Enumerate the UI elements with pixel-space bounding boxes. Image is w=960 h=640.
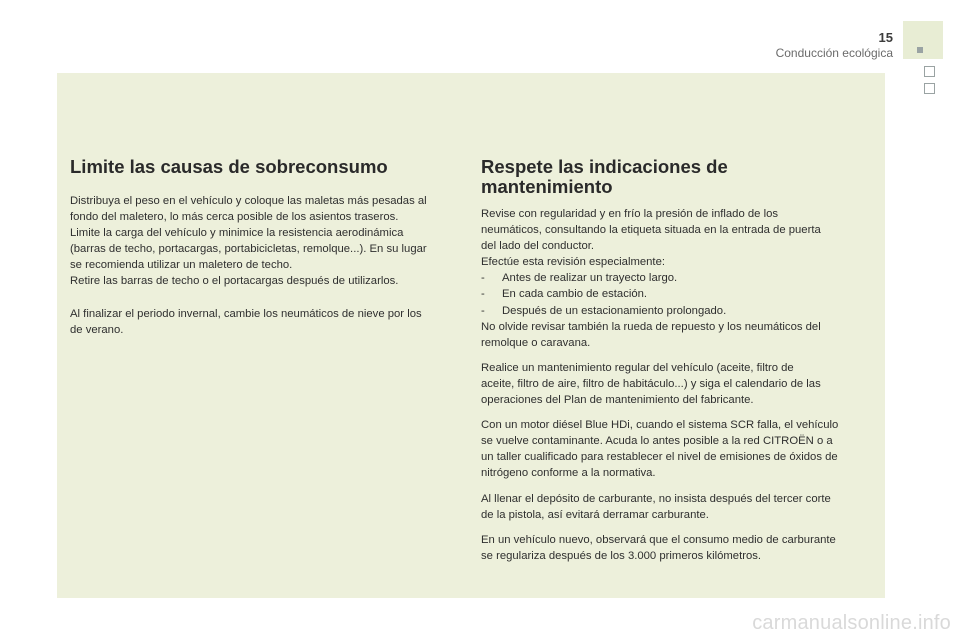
text-line: se recomienda utilizar un maletero de techo. [70,259,293,272]
chapter-marker-icon [917,47,923,53]
heading-overconsumption: Limite las causas de sobreconsumo [70,156,388,177]
text-line: Retire las barras de techo o el portacargas después de utilizarlos. [70,275,399,288]
list-item [481,270,879,286]
paragraph-new-vehicle [481,532,879,564]
list-item [481,286,879,302]
left-column [70,157,465,338]
text-line: Al finalizar el periodo invernal, cambie los neumáticos de nieve por los [70,307,422,320]
paragraph-refuelling [481,491,879,523]
text-line: un taller cualificado para restablecer el nivel de emisiones de óxidos de [481,451,838,464]
text-line: Al llenar el depósito de carburante, no insista después del tercer corte [481,492,831,505]
text-line: En un vehículo nuevo, observará que el consumo medio de carburante [481,533,836,546]
text-line: (barras de techo, portacargas, portabicicletas, remolque...). En su lugar [70,243,427,256]
page-number: 15 [878,30,893,45]
text-line: se vuelve contaminante. Acuda lo antes posible a la red CITROËN o a [481,435,833,448]
paragraph-scr-system [481,417,879,481]
list-item-text: En cada cambio de estación. [502,288,648,301]
chapter-box-icon [924,66,935,77]
right-column [481,157,879,564]
heading-line: mantenimiento [481,176,613,197]
heading-maintenance [481,157,879,197]
dash-marker: - [481,288,485,301]
paragraph-load [70,193,465,290]
text-line: Limite la carga del vehículo y minimice la resistencia aerodinámica [70,227,404,240]
text-line: del lado del conductor. [481,240,595,253]
text-line: No olvide revisar también la rueda de repuesto y los neumáticos del [481,320,821,333]
text-line: aceite, filtro de aire, filtro de habitáculo...) y siga el calendario de las [481,377,821,390]
text-line: Con un motor diésel Blue HDi, cuando el sistema SCR falla, el vehículo [481,419,839,432]
text-line: fondo del maletero, lo más cerca posible de los asientos traseros. [70,211,399,224]
paragraph-winter-tyres [70,306,465,338]
list-item [481,303,879,319]
list-item-text: Antes de realizar un trayecto largo. [502,272,678,285]
text-line: Efectúe esta revisión especialmente: [481,256,665,269]
text-line: Distribuya el peso en el vehículo y coloque las maletas más pesadas al [70,195,427,207]
heading-line: Respete las indicaciones de [481,156,728,177]
text-line: de verano. [70,323,124,336]
text-line: nitrógeno conforme a la normativa. [481,467,656,480]
dash-marker: - [481,304,485,317]
text-line: se regulariza después de los 3.000 primeros kilómetros. [481,549,762,562]
section-title: Conducción ecológica [775,46,893,60]
watermark-text: carmanualsonline.info [752,612,951,634]
text-line: remolque o caravana. [481,336,591,349]
text-line: de la pistola, así evitará derramar carburante. [481,508,709,521]
text-line: neumáticos, consultando la etiqueta situada en la entrada de puerta [481,224,821,237]
paragraph-tyre-pressure [481,206,879,351]
chapter-box-icon [924,83,935,94]
paragraph-maintenance-plan [481,360,879,408]
dash-marker: - [481,272,485,285]
list-item-text: Después de un estacionamiento prolongado. [502,304,727,317]
text-line: operaciones del Plan de mantenimiento del fabricante. [481,394,754,407]
text-line: Revise con regularidad y en frío la presión de inflado de los [481,208,779,220]
text-line: Realice un mantenimiento regular del vehículo (aceite, filtro de [481,361,794,374]
chapter-tab [903,21,943,59]
